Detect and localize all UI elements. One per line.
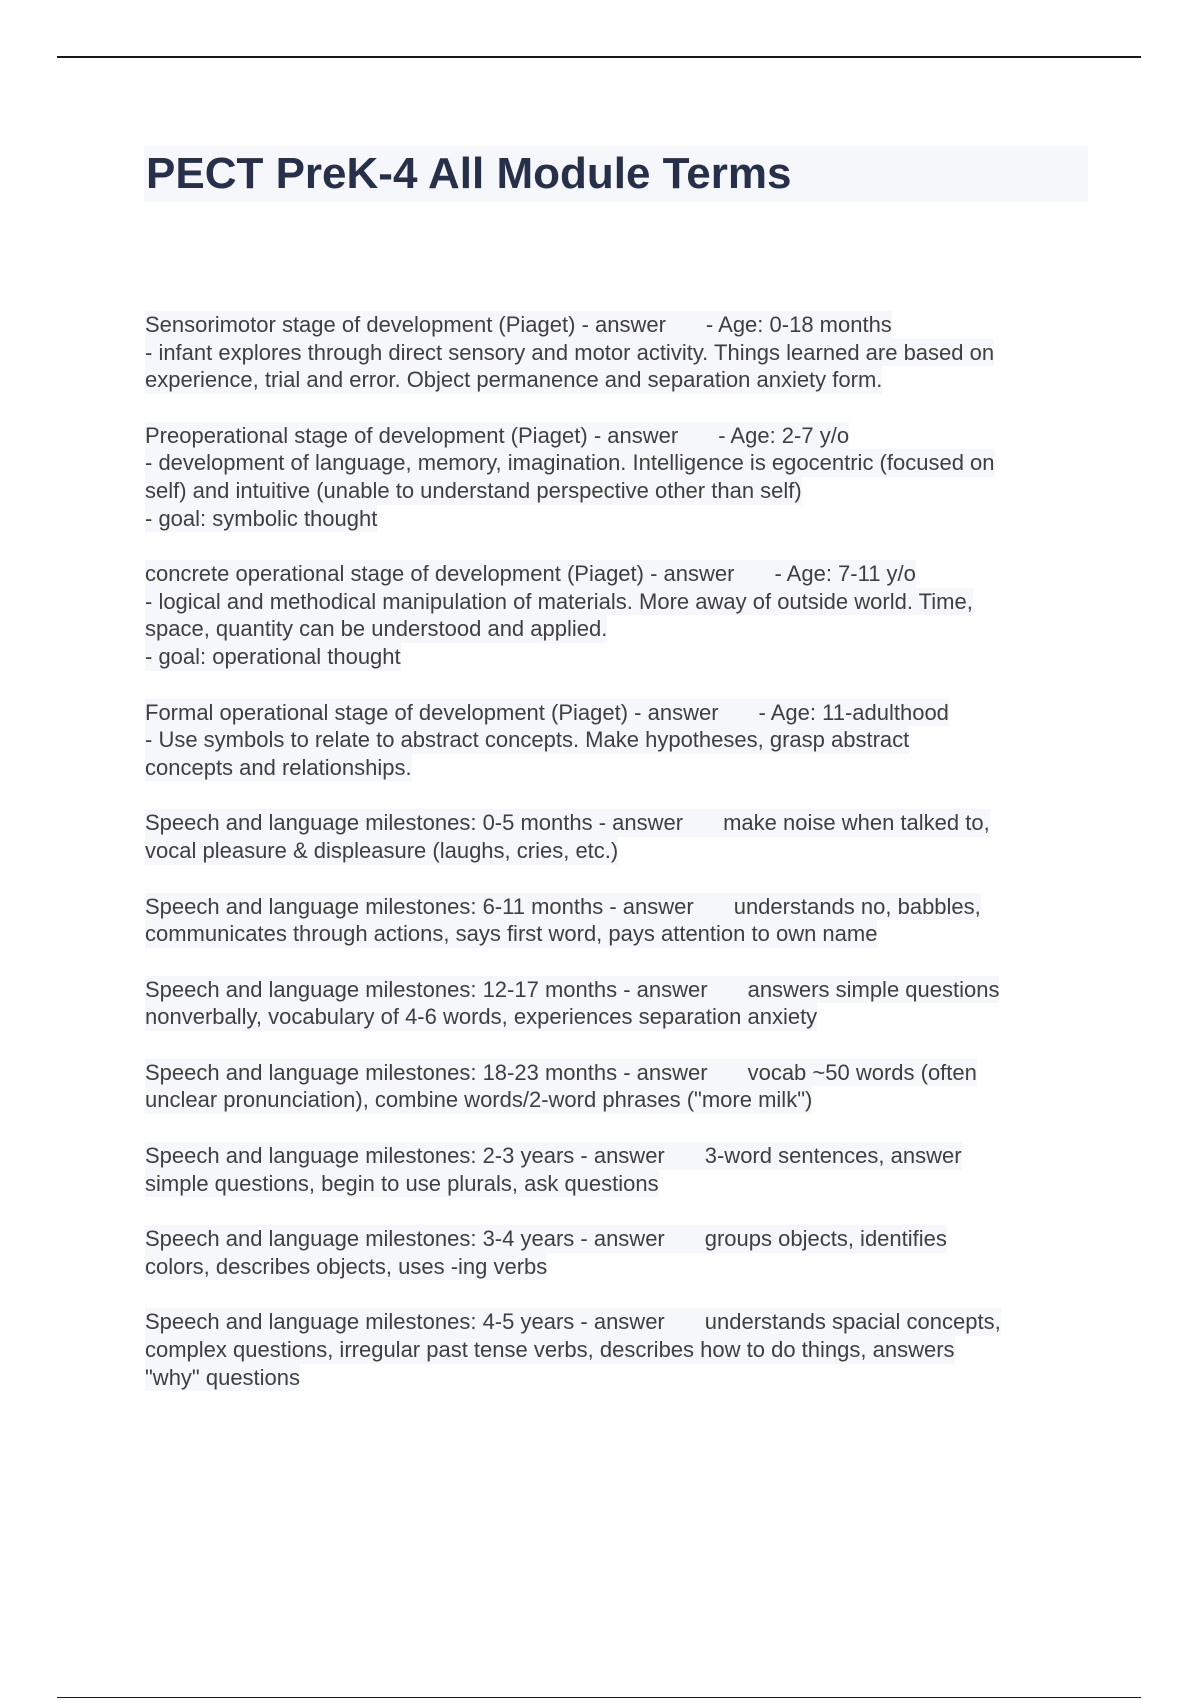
term-entry	[145, 1308, 1090, 1391]
document-title: PECT PreK-4 All Module Terms	[146, 149, 792, 198]
term-first-line	[145, 311, 892, 339]
term-question: Speech and language milestones: 3-4 years - answer	[145, 1226, 665, 1252]
term-entry	[145, 311, 1090, 394]
term-answer: answers simple questions	[747, 976, 1000, 1002]
top-divider	[57, 56, 1141, 58]
term-answer-line: - Use symbols to relate to abstract concepts. Make hypotheses, grasp abstract	[145, 727, 910, 753]
term-answer: - Age: 7-11 y/o	[774, 561, 916, 587]
term-answer: vocab ~50 words (often	[747, 1059, 977, 1085]
term-first-line	[145, 560, 916, 588]
term-first-line	[145, 976, 999, 1004]
term-answer-line: space, quantity can be understood and applied.	[145, 616, 608, 642]
term-entry	[145, 976, 1090, 1031]
term-first-line	[145, 893, 981, 921]
term-answer-line: vocal pleasure & displeasure (laughs, cries, etc.)	[145, 837, 619, 863]
term-answer-line: "why" questions	[145, 1364, 301, 1390]
term-entry	[145, 1059, 1090, 1114]
term-answer-line: - goal: operational thought	[145, 643, 401, 669]
term-question: Speech and language milestones: 6-11 months - answer	[145, 893, 694, 919]
term-answer-line: colors, describes objects, uses -ing verbs	[145, 1253, 548, 1279]
term-answer: - Age: 2-7 y/o	[718, 422, 850, 448]
term-entry	[145, 893, 1090, 948]
term-first-line	[145, 1059, 977, 1087]
term-question: Formal operational stage of development (Piaget) - answer	[145, 699, 719, 725]
term-first-line	[145, 809, 990, 837]
term-first-line	[145, 422, 849, 450]
term-question: Speech and language milestones: 2-3 years - answer	[145, 1143, 665, 1169]
term-answer-line: nonverbally, vocabulary of 4-6 words, experiences separation anxiety	[145, 1004, 818, 1030]
bottom-divider	[57, 1697, 1141, 1698]
term-answer-line: - development of language, memory, imagination. Intelligence is egocentric (focused on	[145, 450, 995, 476]
term-answer-line: simple questions, begin to use plurals, ask questions	[145, 1170, 659, 1196]
term-question: Sensorimotor stage of development (Piaget) - answer	[145, 312, 666, 337]
term-answer-line: - logical and methodical manipulation of materials. More away of outside world. Time,	[145, 588, 973, 614]
term-answer-line: - infant explores through direct sensory and motor activity. Things learned are based on	[145, 339, 995, 365]
term-question: Speech and language milestones: 0-5 months - answer	[145, 810, 684, 836]
term-answer-line: - goal: symbolic thought	[145, 505, 378, 531]
term-question: concrete operational stage of development (Piaget) - answer	[145, 561, 735, 587]
term-answer-line: complex questions, irregular past tense verbs, describes how to do things, answers	[145, 1337, 955, 1363]
term-question: Preoperational stage of development (Piaget) - answer	[145, 422, 679, 448]
term-entry	[145, 560, 1090, 670]
term-first-line	[145, 699, 949, 727]
term-first-line	[145, 1308, 1001, 1336]
term-answer: 3-word sentences, answer	[704, 1143, 962, 1169]
term-entry	[145, 809, 1090, 864]
term-question: Speech and language milestones: 4-5 years - answer	[145, 1309, 665, 1335]
term-entry	[145, 422, 1090, 532]
term-answer-line: concepts and relationships.	[145, 754, 412, 780]
term-answer-line: experience, trial and error. Object permanence and separation anxiety form.	[145, 367, 883, 393]
term-answer: - Age: 0-18 months	[705, 312, 892, 337]
term-answer-line: communicates through actions, says first word, pays attention to own name	[145, 921, 878, 947]
term-entry	[145, 1142, 1090, 1197]
term-first-line	[145, 1225, 947, 1253]
term-first-line	[145, 1142, 962, 1170]
term-answer-line: self) and intuitive (unable to understand perspective other than self)	[145, 477, 802, 503]
term-answer: make noise when talked to,	[723, 810, 990, 836]
term-entry	[145, 1225, 1090, 1280]
term-answer: - Age: 11-adulthood	[758, 699, 949, 725]
term-question: Speech and language milestones: 12-17 months - answer	[145, 976, 708, 1002]
term-answer: understands no, babbles,	[733, 893, 981, 919]
term-entry	[145, 699, 1090, 782]
term-answer: groups objects, identifies	[704, 1226, 947, 1252]
term-question: Speech and language milestones: 18-23 months - answer	[145, 1059, 708, 1085]
terms-list	[145, 311, 1090, 1419]
term-answer-line: unclear pronunciation), combine words/2-word phrases ("more milk")	[145, 1087, 813, 1113]
term-answer: understands spacial concepts,	[704, 1309, 1001, 1335]
